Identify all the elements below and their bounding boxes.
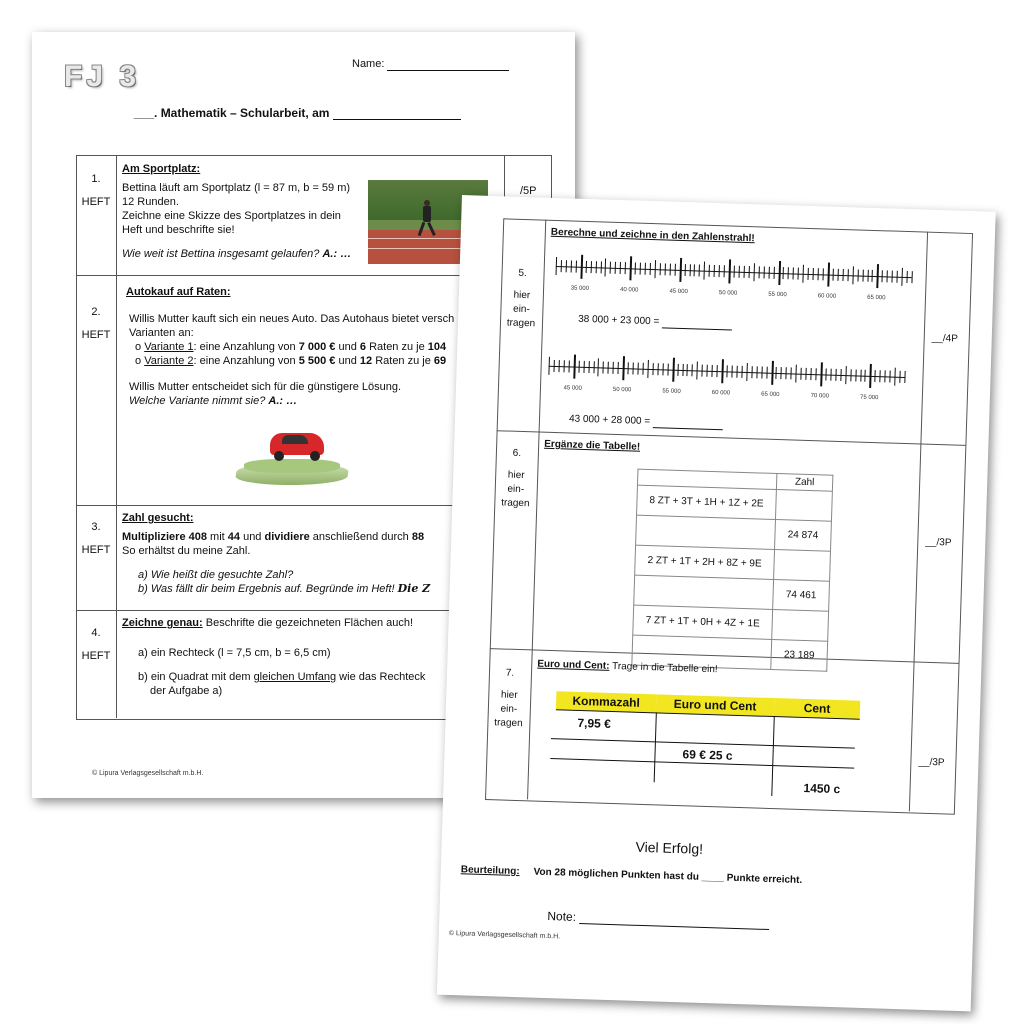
number-line-tick bbox=[847, 269, 848, 281]
cell-number-1[interactable] bbox=[775, 490, 832, 522]
number-line-label: 55 000 bbox=[768, 291, 787, 299]
number-line-tick bbox=[565, 260, 566, 272]
number-line-tick bbox=[642, 363, 643, 375]
task1-body: Bettina läuft am Sportplatz (l = 87 m, b = 59 m) 12 Runden. Zeichne eine Skizze des Sportplatzes in dein Heft und beschrifte sie! Wie weit ist Bettina insgesamt gelaufen? A.: … bbox=[122, 182, 352, 260]
number-line-tick bbox=[907, 271, 908, 283]
task1-points: /5P bbox=[520, 185, 537, 197]
date-blank bbox=[333, 119, 461, 120]
number-line-tick bbox=[875, 370, 876, 382]
number-line-tick bbox=[677, 364, 678, 376]
cell-expression-3[interactable]: 2 ZT + 1T + 2H + 8Z + 9E bbox=[635, 545, 775, 579]
number-line-tick bbox=[712, 365, 713, 377]
number-line-tick bbox=[603, 362, 604, 374]
cell-number-6[interactable]: 23 189 bbox=[771, 639, 828, 671]
task3-number: 3. HEFT bbox=[81, 521, 111, 556]
number-line-tick bbox=[778, 261, 781, 285]
exam-title-text: ___. Mathematik – Schularbeit, am bbox=[134, 106, 330, 120]
number-line-tick bbox=[615, 262, 616, 274]
name-field bbox=[352, 57, 509, 71]
number-line-tick bbox=[870, 364, 873, 388]
place-value-table bbox=[631, 469, 833, 672]
number-line-tick bbox=[593, 361, 594, 373]
number-line-tick bbox=[832, 269, 833, 281]
number-line-tick bbox=[855, 369, 856, 381]
number-line-tick bbox=[820, 362, 823, 386]
number-line-tick bbox=[882, 270, 883, 282]
number-line-tick bbox=[761, 366, 762, 378]
number-line-tick bbox=[758, 266, 759, 278]
task5-number: 5. hier ein- tragen bbox=[506, 267, 536, 330]
number-line-tick bbox=[590, 261, 591, 273]
number-line-tick bbox=[568, 360, 569, 372]
beurteilung-line: Beurteilung: Von 28 möglichen Punkten hast du ____ Punkte erreicht. bbox=[460, 864, 803, 887]
cell-cent-3[interactable]: 1450 c bbox=[803, 781, 841, 797]
footer-copyright-1: © Lipura Verlagsgesellschaft m.b.H. bbox=[92, 770, 204, 777]
number-line-tick bbox=[553, 360, 554, 372]
task4-body: a) ein Rechteck (l = 7,5 cm, b = 6,5 cm) b) ein Quadrat mit dem gleichen Umfang wie das Rechteck der Aufgabe a) bbox=[138, 647, 426, 697]
cell-expression-4[interactable] bbox=[634, 575, 774, 609]
worksheet-page-2 bbox=[437, 195, 996, 1011]
number-line-tick bbox=[899, 371, 900, 383]
number-line-tick bbox=[726, 365, 727, 377]
task7-number: 7. hier ein- tragen bbox=[494, 667, 523, 730]
name-blank bbox=[387, 70, 509, 71]
task1-number: 1. HEFT bbox=[81, 173, 111, 208]
number-line-tick bbox=[659, 263, 660, 275]
number-line-tick bbox=[783, 267, 784, 279]
number-line-tick bbox=[810, 368, 811, 380]
closing-text: Viel Erfolg! bbox=[635, 838, 704, 857]
cell-kommazahl-1[interactable]: 7,95 € bbox=[577, 715, 612, 731]
task2-heading: Autokauf auf Raten: bbox=[126, 286, 231, 298]
number-line-tick bbox=[595, 261, 596, 273]
number-line-tick bbox=[709, 265, 710, 277]
number-line-tick bbox=[860, 370, 861, 382]
number-line-tick bbox=[625, 262, 626, 274]
number-line-label: 40 000 bbox=[619, 287, 639, 294]
number-line-label: 60 000 bbox=[817, 293, 837, 300]
number-line-tick bbox=[585, 261, 586, 273]
number-line-tick bbox=[731, 366, 732, 378]
number-line-tick bbox=[679, 258, 682, 282]
number-line-tick bbox=[741, 366, 742, 378]
number-line-tick bbox=[887, 270, 888, 282]
task4-heading: Zeichne genau: Beschrifte die gezeichneten Flächen auch! bbox=[122, 617, 414, 629]
number-line-label: 65 000 bbox=[761, 391, 780, 399]
number-line-tick bbox=[768, 267, 769, 279]
number-line-label: 50 000 bbox=[718, 290, 738, 297]
number-line-label: 60 000 bbox=[711, 389, 731, 397]
number-line-tick bbox=[877, 264, 880, 288]
number-line-tick bbox=[766, 367, 767, 379]
number-line-label: 45 000 bbox=[563, 385, 582, 392]
number-line-tick bbox=[628, 362, 629, 374]
number-line-tick bbox=[600, 261, 601, 273]
number-line-tick bbox=[805, 368, 806, 380]
number-line-tick bbox=[640, 263, 641, 275]
task3-heading: Zahl gesucht: bbox=[122, 512, 194, 524]
task5-equation-2: 43 000 + 28 000 = bbox=[569, 412, 723, 430]
number-line-tick bbox=[748, 266, 749, 278]
number-line-tick bbox=[786, 367, 787, 379]
number-line-tick bbox=[650, 263, 651, 275]
header-cent: Cent bbox=[774, 698, 861, 719]
number-line-tick bbox=[610, 262, 611, 274]
task6-number: 6. hier ein- tragen bbox=[500, 447, 530, 510]
number-line-label: 70 000 bbox=[810, 393, 830, 400]
number-line-tick bbox=[699, 264, 700, 276]
number-line-tick bbox=[684, 264, 685, 276]
logo-fj3: FJ 3 bbox=[64, 60, 141, 93]
number-line-tick bbox=[840, 369, 841, 381]
col-header-zahl: Zahl bbox=[776, 474, 832, 492]
number-line-tick bbox=[781, 367, 782, 379]
number-line-tick bbox=[714, 265, 715, 277]
number-line-tick bbox=[734, 266, 735, 278]
name-label: Name: bbox=[352, 58, 385, 70]
number-line-tick bbox=[825, 369, 826, 381]
number-line-label: 35 000 bbox=[570, 285, 590, 293]
grade-field: Note: bbox=[547, 910, 769, 930]
number-line-tick bbox=[721, 359, 724, 383]
number-line-tick bbox=[645, 263, 646, 275]
number-line-tick bbox=[857, 269, 858, 281]
number-line-tick bbox=[682, 364, 683, 376]
number-line-tick bbox=[771, 361, 774, 385]
number-line-tick bbox=[865, 370, 866, 382]
number-line-tick bbox=[573, 355, 576, 379]
number-line-tick bbox=[738, 266, 739, 278]
cell-number-2[interactable]: 24 874 bbox=[775, 520, 832, 552]
number-line-tick bbox=[867, 270, 868, 282]
number-line-tick bbox=[763, 267, 764, 279]
number-line-tick bbox=[563, 360, 564, 372]
task1-heading: Am Sportplatz: bbox=[122, 163, 201, 175]
cell-euro-cent-2[interactable]: 69 € 25 c bbox=[682, 747, 733, 763]
number-line-tick bbox=[776, 367, 777, 379]
exam-title bbox=[134, 106, 461, 120]
number-line-tick bbox=[707, 365, 708, 377]
number-line-tick bbox=[613, 362, 614, 374]
header-euro-und-cent: Euro und Cent bbox=[656, 694, 775, 716]
number-line-tick bbox=[570, 260, 571, 272]
number-line-tick bbox=[728, 259, 731, 283]
number-line-tick bbox=[751, 366, 752, 378]
number-line-tick bbox=[788, 267, 789, 279]
number-line-tick bbox=[635, 262, 636, 274]
number-line-tick bbox=[637, 363, 638, 375]
task5-heading: Berechne und zeichne in den Zahlenstrahl! bbox=[550, 226, 755, 245]
number-line-tick bbox=[575, 261, 576, 273]
number-line-label: 45 000 bbox=[669, 288, 688, 296]
number-line-tick bbox=[897, 271, 898, 283]
number-line-tick bbox=[674, 264, 675, 276]
task5-equation-1: 38 000 + 23 000 = bbox=[578, 313, 732, 331]
number-line-tick bbox=[724, 265, 725, 277]
number-line-tick bbox=[657, 363, 658, 375]
number-line-tick bbox=[892, 271, 893, 283]
number-line-tick bbox=[842, 269, 843, 281]
cell-expression-1[interactable]: 8 ZT + 3T + 1H + 1Z + 2E bbox=[637, 485, 777, 519]
header-kommazahl: Kommazahl bbox=[556, 691, 657, 712]
number-line-tick bbox=[827, 263, 830, 287]
number-line-tick bbox=[773, 267, 774, 279]
number-line-tick bbox=[664, 263, 665, 275]
number-line-tick bbox=[692, 364, 693, 376]
number-line-label: 75 000 bbox=[859, 394, 879, 402]
task2-body: Willis Mutter kauft sich ein neues Auto. Das Autohaus bietet versch Varianten an: o Variante 1: eine Anzahlung von 7 000 € und 6 Raten zu je 104 o Variante 2: eine Anzahlung von 5 500 € und 12 Raten zu je 69 Willis Mutter entscheidet sich für die günstigere Lösung. Welche Variante nimmt sie? A.: … bbox=[129, 313, 455, 407]
number-line-tick bbox=[801, 368, 802, 380]
task3-body: Multipliziere 408 mit 44 und dividiere anschließend durch 88 So erhältst du meine Zahl. a) Wie heißt die gesuchte Zahl? b) Was fällt dir beim Ergebnis auf. Begründe im Heft! Die Z bbox=[122, 531, 431, 595]
number-line-tick bbox=[808, 268, 809, 280]
number-line-tick bbox=[872, 270, 873, 282]
task4-number: 4. HEFT bbox=[81, 627, 111, 662]
number-line-tick bbox=[813, 268, 814, 280]
task5-points: __/4P bbox=[931, 332, 959, 345]
number-line-tick bbox=[620, 262, 621, 274]
number-line-tick bbox=[632, 362, 633, 374]
number-line-tick bbox=[798, 268, 799, 280]
number-line-tick bbox=[687, 364, 688, 376]
number-line-tick bbox=[583, 361, 584, 373]
cell-expression-2[interactable] bbox=[636, 515, 776, 549]
number-line-tick bbox=[717, 365, 718, 377]
number-line-tick bbox=[837, 269, 838, 281]
number-line-tick bbox=[622, 356, 625, 380]
number-line-tick bbox=[880, 370, 881, 382]
cell-number-4[interactable]: 74 461 bbox=[773, 579, 830, 611]
car-on-money-image bbox=[230, 425, 356, 493]
number-line-tick bbox=[830, 369, 831, 381]
task6-heading: Ergänze die Tabelle! bbox=[544, 438, 641, 453]
number-line-tick bbox=[694, 264, 695, 276]
number-line-label: 50 000 bbox=[612, 386, 632, 394]
number-line-tick bbox=[588, 361, 589, 373]
task6-points: __/3P bbox=[925, 536, 952, 549]
number-line-tick bbox=[791, 367, 792, 379]
number-line-tick bbox=[608, 362, 609, 374]
number-line-tick bbox=[889, 371, 890, 383]
number-line-tick bbox=[743, 266, 744, 278]
number-line-tick bbox=[630, 256, 633, 280]
number-line-tick bbox=[822, 268, 823, 280]
number-line-label: 65 000 bbox=[867, 294, 886, 302]
number-line-tick bbox=[561, 260, 562, 272]
footer-copyright-2: © Lipura Verlagsgesellschaft m.b.H. bbox=[448, 929, 561, 941]
number-line-tick bbox=[815, 368, 816, 380]
number-line-label: 55 000 bbox=[662, 388, 681, 395]
number-line-tick bbox=[618, 362, 619, 374]
number-line-tick bbox=[578, 361, 579, 373]
cell-number-5[interactable] bbox=[772, 609, 829, 641]
number-line-tick bbox=[850, 369, 851, 381]
number-line-tick bbox=[662, 363, 663, 375]
number-line-tick bbox=[885, 370, 886, 382]
number-line-tick bbox=[835, 369, 836, 381]
number-line-tick bbox=[667, 364, 668, 376]
task7-heading: Euro und Cent: Trage in die Tabelle ein! bbox=[537, 658, 718, 676]
number-line-tick bbox=[580, 255, 583, 279]
number-line-tick bbox=[702, 365, 703, 377]
number-line-tick bbox=[756, 366, 757, 378]
number-line-tick bbox=[793, 267, 794, 279]
number-line-tick bbox=[558, 360, 559, 372]
cell-number-3[interactable] bbox=[774, 549, 831, 581]
number-line-tick bbox=[862, 270, 863, 282]
number-line-tick bbox=[719, 265, 720, 277]
number-line-tick bbox=[669, 264, 670, 276]
task7-points: __/3P bbox=[918, 756, 945, 769]
cell-expression-5[interactable]: 7 ZT + 1T + 0H + 4Z + 1E bbox=[633, 605, 773, 639]
number-line-tick bbox=[736, 366, 737, 378]
task2-number: 2. HEFT bbox=[81, 306, 111, 341]
number-line-tick bbox=[652, 363, 653, 375]
number-line-tick bbox=[689, 264, 690, 276]
number-line-tick bbox=[818, 268, 819, 280]
number-line-tick bbox=[672, 358, 675, 382]
